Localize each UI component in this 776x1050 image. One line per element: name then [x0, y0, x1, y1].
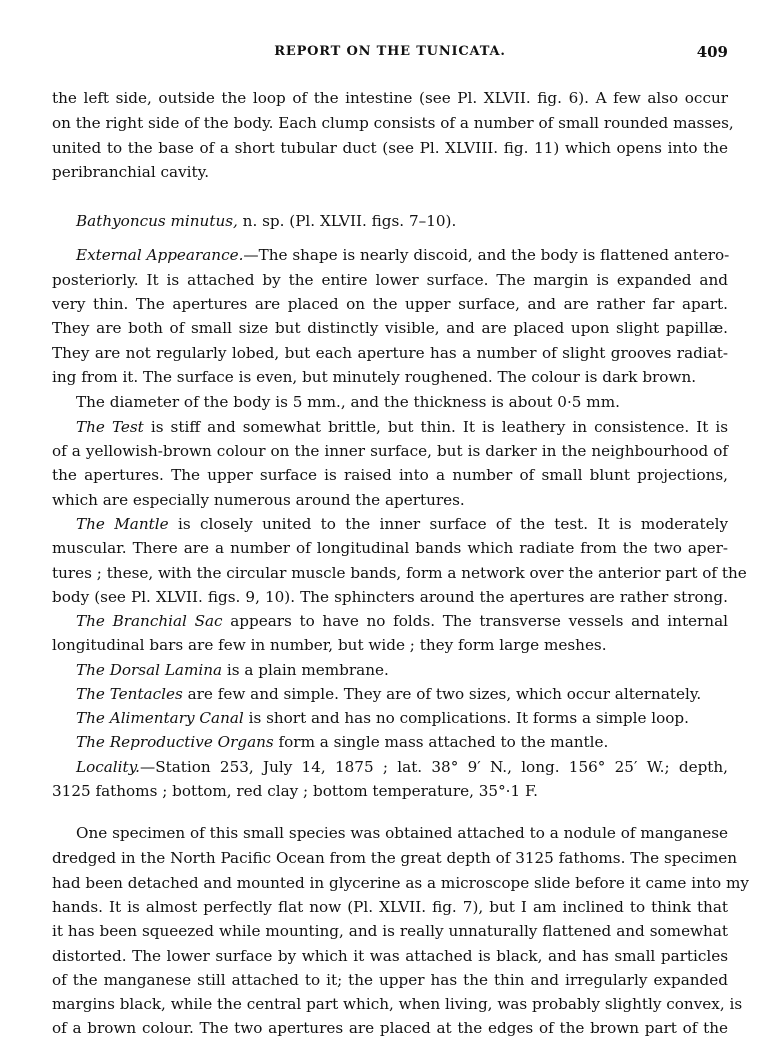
mantle-line [52, 514, 728, 534]
text-line: margins black, while the central part which, when living, was probably slightly convex, is [52, 995, 743, 1013]
species-suffix: n. sp. [242, 212, 285, 230]
section-label: Locality. [76, 758, 140, 776]
text-line: They are not regularly lobed, but each aperture has a number of slight grooves radiat- [52, 344, 728, 362]
section-label: The Alimentary Canal [76, 709, 244, 727]
text-line: very thin. The apertures are placed on the upper surface, and are rather far apart. [52, 295, 728, 313]
tentacles-line [52, 684, 728, 704]
text-line: body (see Pl. XLVII. figs. 9, 10). The sphincters around the apertures are rather strong. [52, 588, 728, 606]
text-line: on the right side of the body. Each clump consists of a number of small rounded masses, [52, 114, 734, 132]
text-line: of a yellowish-brown colour on the inner surface, but is darker in the neighbourhood of [52, 442, 728, 460]
text-line: dredged in the North Pacific Ocean from the great depth of 3125 fathoms. The specimen [52, 849, 737, 867]
text-line: of the manganese still attached to it; the upper has the thin and irregularly expanded [52, 971, 728, 989]
text-line: of a brown colour. The two apertures are placed at the edges of the brown part of the [52, 1019, 728, 1037]
dash: — [243, 246, 259, 264]
section-label: External Appearance. [76, 246, 244, 264]
text-run: appears to have no folds. The transverse vessels and internal [230, 612, 728, 630]
section-label: The Test [76, 418, 144, 436]
branchial-sac-line [52, 611, 728, 631]
section-label: The Mantle [76, 515, 169, 533]
locality-line [52, 757, 728, 777]
text-line: hands. It is almost perfectly flat now (Pl. XLVII. fig. 7), but I am inclined to think that [52, 898, 728, 916]
dash: — [140, 758, 156, 776]
text-line: They are both of small size but distinctly visible, and are placed upon slight papillæ. [52, 319, 728, 337]
text-line: united to the base of a short tubular duct (see Pl. XLVIII. fig. 11) which opens into the [52, 139, 728, 157]
text-run: is a plain membrane. [226, 661, 389, 679]
text-line: which are especially numerous around the apertures. [52, 491, 465, 509]
text-line: posteriorly. It is attached by the entire lower surface. The margin is expanded and [52, 271, 728, 289]
header-title: REPORT ON THE TUNICATA. [274, 44, 506, 59]
test-line [52, 417, 728, 437]
text-run: is short and has no complications. It forms a simple loop. [248, 709, 689, 727]
section-label: The Dorsal Lamina [76, 661, 223, 679]
text-run: is stiff and somewhat brittle, but thin. It is leathery in consistence. It is [150, 418, 729, 436]
text-line: the left side, outside the loop of the intestine (see Pl. XLVII. fig. 6). A few also occur [52, 89, 728, 107]
reproductive-organs-line [52, 732, 728, 752]
section-label: The Reproductive Organs [76, 733, 274, 751]
text-run: Station 253, July 14, 1875 ; lat. 38° 9′ N., long. 156° 25′ W.; depth, [155, 758, 728, 776]
text-line: tures ; these, with the circular muscle bands, form a network over the anterior part of the [52, 564, 747, 582]
species-plate-ref: (Pl. XLVII. figs. 7–10). [289, 212, 457, 230]
text-line: The diameter of the body is 5 mm., and the thickness is about 0·5 mm. [76, 393, 620, 411]
section-label: The Branchial Sac [76, 612, 223, 630]
alimentary-canal-line [52, 708, 728, 728]
species-name: Bathyoncus minutus, [76, 212, 238, 230]
text-line: the apertures. The upper surface is raised into a number of small blunt projections, [52, 466, 728, 484]
text-line: ing from it. The surface is even, but minutely roughened. The colour is dark brown. [52, 368, 697, 386]
external-appearance-line [52, 245, 728, 265]
text-line: distorted. The lower surface by which it was attached is black, and has small particles [52, 947, 728, 965]
dorsal-lamina-line [52, 660, 728, 680]
species-heading [52, 211, 728, 231]
text-run: are few and simple. They are of two sizes, which occur alternately. [187, 685, 702, 703]
text-line: peribranchial cavity. [52, 163, 210, 181]
text-line: 3125 fathoms ; bottom, red clay ; bottom temperature, 35°·1 F. [52, 782, 538, 800]
text-line: muscular. There are a number of longitudinal bands which radiate from the two aper- [52, 539, 728, 557]
text-line: One specimen of this small species was obtained attached to a nodule of manganese [76, 824, 728, 842]
page-number: 409 [696, 43, 728, 61]
text-line: longitudinal bars are few in number, but wide ; they form large meshes. [52, 636, 607, 654]
text-run: The shape is nearly discoid, and the body is flattened antero- [258, 246, 730, 264]
text-line: had been detached and mounted in glycerine as a microscope slide before it came into my [52, 874, 749, 892]
running-header [52, 44, 728, 68]
text-line: it has been squeezed while mounting, and is really unnaturally flattened and somewhat [52, 922, 728, 940]
text-run: is closely united to the inner surface of the test. It is moderately [177, 515, 729, 533]
section-label: The Tentacles [76, 685, 183, 703]
text-run: form a single mass attached to the mantle. [278, 733, 609, 751]
